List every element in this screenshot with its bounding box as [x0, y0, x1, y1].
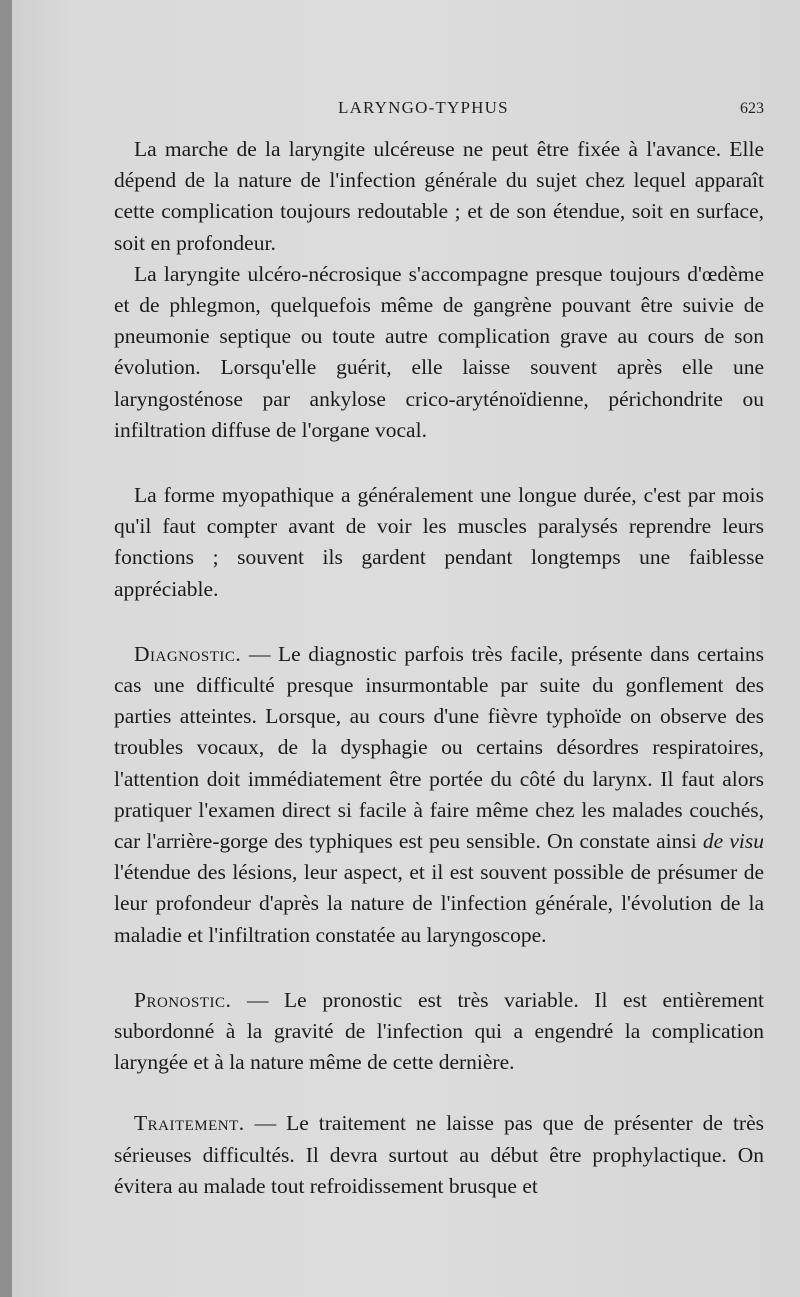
section-heading-diagnostic: Diagnostic. [134, 641, 242, 666]
paragraph-forme-myopathique: La forme myopathique a généralement une longue durée, c'est par mois qu'il faut compter avant de voir les muscles paralysés reprendre leurs fonctions ; souvent ils gardent pendant longtemps une faiblesse appréciable. [114, 483, 764, 601]
paragraph-gap [114, 951, 764, 985]
paragraph-gap [114, 605, 764, 639]
paragraph-traitement [114, 1108, 764, 1202]
section-heading-pronostic: Pronostic. [134, 987, 232, 1012]
section-heading-traitement: Traitement. [134, 1111, 245, 1136]
paragraph-laryngite-ulcero-necrosique: La laryngite ulcéro-nécrosique s'accompagne presque toujours d'œdème et de phlegmon, quelquefois même de gangrène pouvant être suivie de pneumonie septique ou toute autre complication grave au cours de son évolution. Lorsqu'elle guérit, elle laisse souvent après elle une laryngosténose par ankylose crico-aryténoïdienne, périchondrite ou infiltration diffuse de l'organe vocal. [114, 261, 764, 442]
traitement-text: — Le traitement ne laisse pas que de présenter de très sérieuses difficultés. Il devra surtout au début être prophylactique. On évitera au malade tout refroidissement brusque et [114, 1111, 764, 1198]
paragraph-gap [114, 446, 764, 480]
paragraph-pronostic [114, 985, 764, 1079]
page-header [12, 98, 800, 122]
paragraph-laryngite-ulcereuse: La marche de la laryngite ulcéreuse ne peut être fixée à l'avance. Elle dépend de la nature de l'infection générale du sujet chez lequel apparaît cette complication toujours redoutable ; et de son étendue, soit en surface, soit en profondeur. [114, 137, 764, 255]
pronostic-text: — Le pronostic est très variable. Il est entièrement subordonné à la gravité de l'infection qui a engendré la complication laryngée et à la nature même de cette dernière. [114, 987, 764, 1075]
diagnostic-text-part2: l'étendue des lésions, leur aspect, et il est souvent possible de présumer de leur profondeur d'après la nature de l'infection générale, l'évolution de la maladie et l'infiltration constatée au laryngoscope. [114, 860, 764, 947]
diagnostic-italic-phrase: de visu [702, 829, 764, 854]
running-title: LARYNGO-TYPHUS [338, 98, 509, 117]
body-text [114, 134, 764, 1202]
paragraph-gap [114, 1078, 764, 1108]
paragraph-diagnostic [114, 639, 764, 951]
book-page [12, 0, 800, 1297]
page-number: 623 [740, 100, 764, 117]
diagnostic-text-part1: — Le diagnostic parfois très facile, présente dans certains cas une difficulté presque insurmontable par suite du gonflement des parties atteintes. Lorsque, au cours d'une fièvre typhoïde on observe des troubles vocaux, de la dysphagie ou certains désordres respiratoires, l'attention doit immédiatement être portée du côté du larynx. Il faut alors pratiquer l'examen direct si facile à faire même chez les malades couchés, car l'arrière-gorge des typhiques est peu sensible. On constate ainsi [114, 641, 764, 854]
